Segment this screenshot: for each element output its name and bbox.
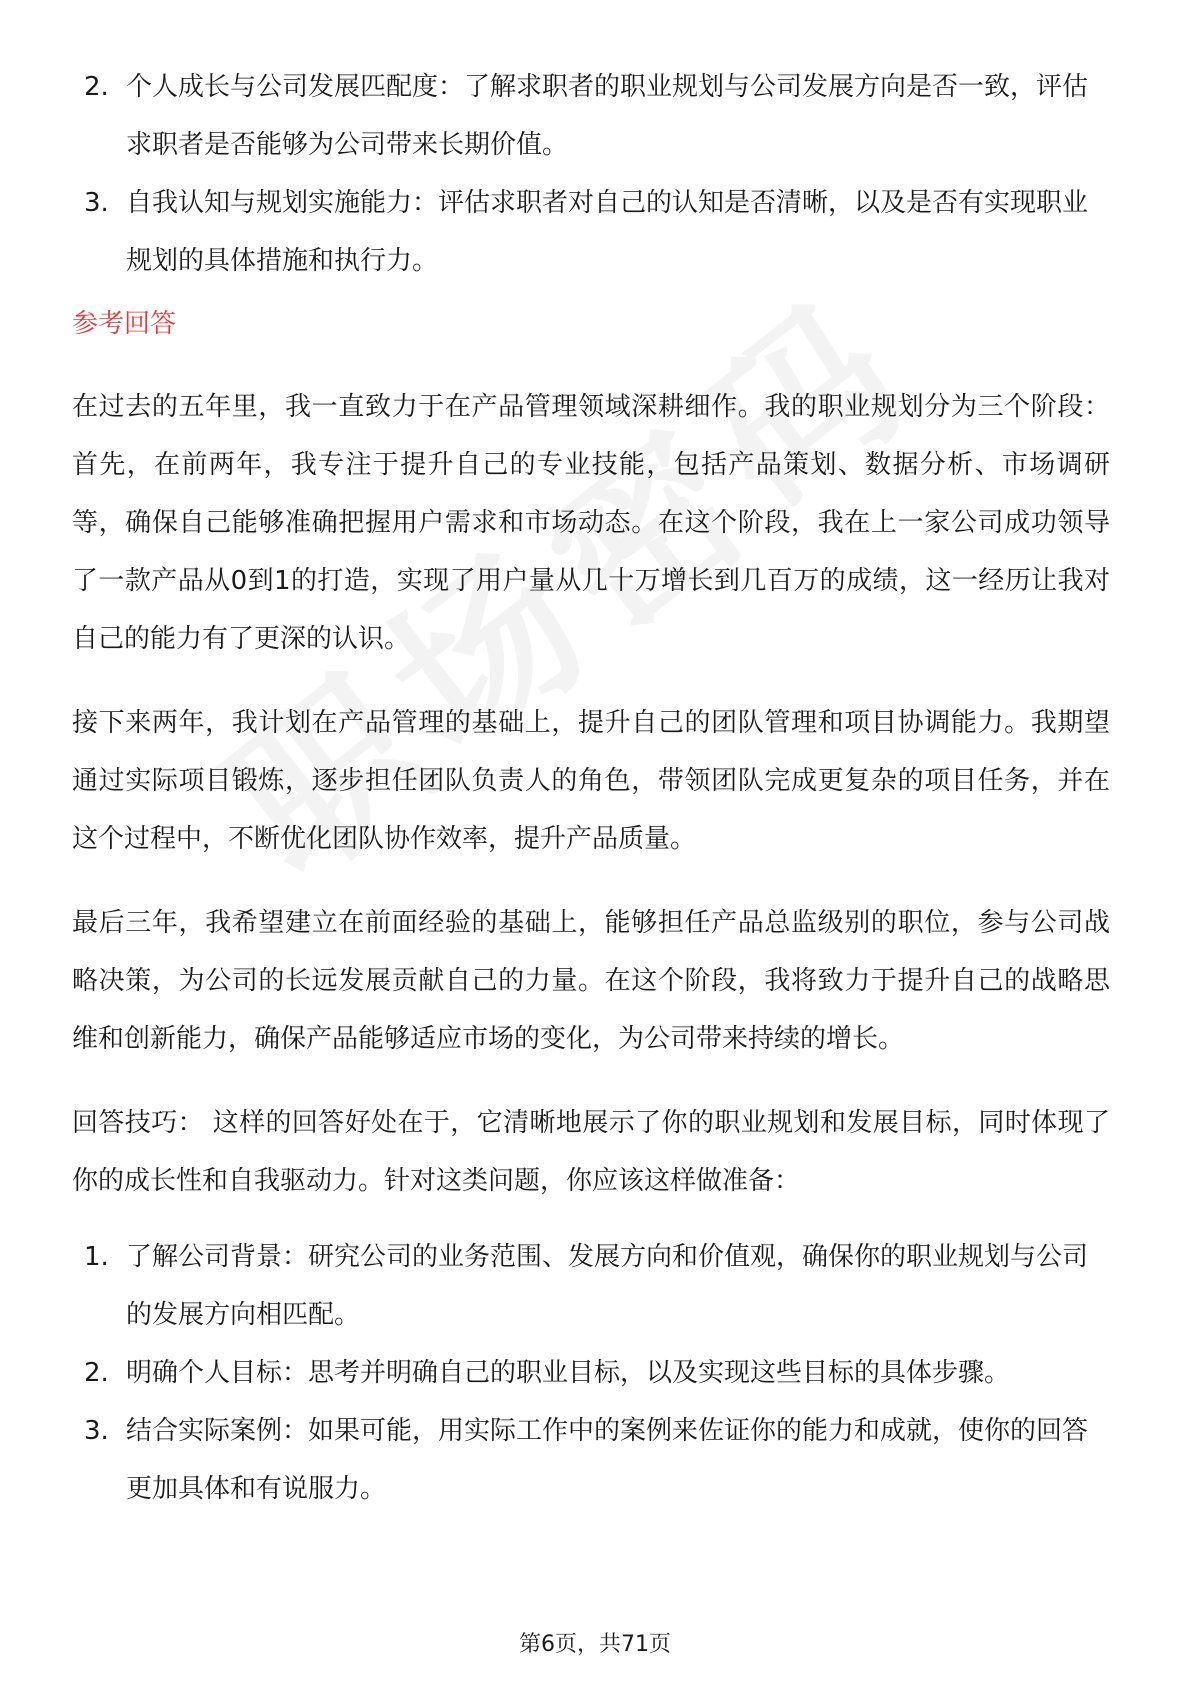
list-item-number: 1. <box>84 1242 109 1272</box>
list-item-text: 自我认知与规划实施能力：评估求职者对自己的认知是否清晰，以及是否有实现职业规划的具体措施和执行力。 <box>126 188 1089 276</box>
tips-list <box>72 1228 1110 1518</box>
list-item-text: 结合实际案例：如果可能，用实际工作中的案例来佐证你的能力和成就，使你的回答更加具体和有说服力。 <box>126 1416 1089 1504</box>
section-heading: 参考回答 <box>72 309 177 339</box>
answer-paragraph-1: 在过去的五年里，我一直致力于在产品管理领域深耕细作。我的职业规划分为三个阶段：首先，在前两年，我专注于提升自己的专业技能，包括产品策划、数据分析、市场调研等，确保自己能够准确把握用户需求和市场动态。在这个阶段，我在上一家公司成功领导了一款产品从0到1的打造，实现了用户量从几十万增长到几百万的成绩，这一经历让我对自己的能力有了更深的认识。 <box>72 392 1110 654</box>
answer-paragraph-2: 接下来两年，我计划在产品管理的基础上，提升自己的团队管理和项目协调能力。我期望通过实际项目锻炼，逐步担任团队负责人的角色，带领团队完成更复杂的项目任务，并在这个过程中，不断优化团队协作效率，提升产品质量。 <box>72 708 1110 854</box>
list-item <box>72 1344 1110 1402</box>
list-item-text: 个人成长与公司发展匹配度：了解求职者的职业规划与公司发展方向是否一致，评估求职者是否能够为公司带来长期价值。 <box>126 72 1089 160</box>
list-item-number: 2. <box>84 1358 109 1388</box>
tips-paragraph: 回答技巧： 这样的回答好处在于，它清晰地展示了你的职业规划和发展目标，同时体现了你的成长性和自我驱动力。针对这类问题，你应该这样做准备： <box>72 1108 1110 1196</box>
list-item-number: 3. <box>84 188 109 218</box>
list-item-number: 3. <box>84 1416 109 1446</box>
intro-list <box>72 58 1110 290</box>
list-item-text: 了解公司背景：研究公司的业务范围、发展方向和价值观，确保你的职业规划与公司的发展方向相匹配。 <box>126 1242 1089 1330</box>
list-item <box>72 174 1110 290</box>
list-item-number: 2. <box>84 72 109 102</box>
list-item <box>72 58 1110 174</box>
answer-paragraph-3: 最后三年，我希望建立在前面经验的基础上，能够担任产品总监级别的职位，参与公司战略决策，为公司的长远发展贡献自己的力量。在这个阶段，我将致力于提升自己的战略思维和创新能力，确保产品能够适应市场的变化，为公司带来持续的增长。 <box>72 908 1110 1054</box>
list-item-text: 明确个人目标：思考并明确自己的职业目标，以及实现这些目标的具体步骤。 <box>126 1358 1011 1388</box>
page-footer: 第6页，共71页 <box>519 1632 671 1657</box>
list-item <box>72 1402 1110 1518</box>
list-item <box>72 1228 1110 1344</box>
